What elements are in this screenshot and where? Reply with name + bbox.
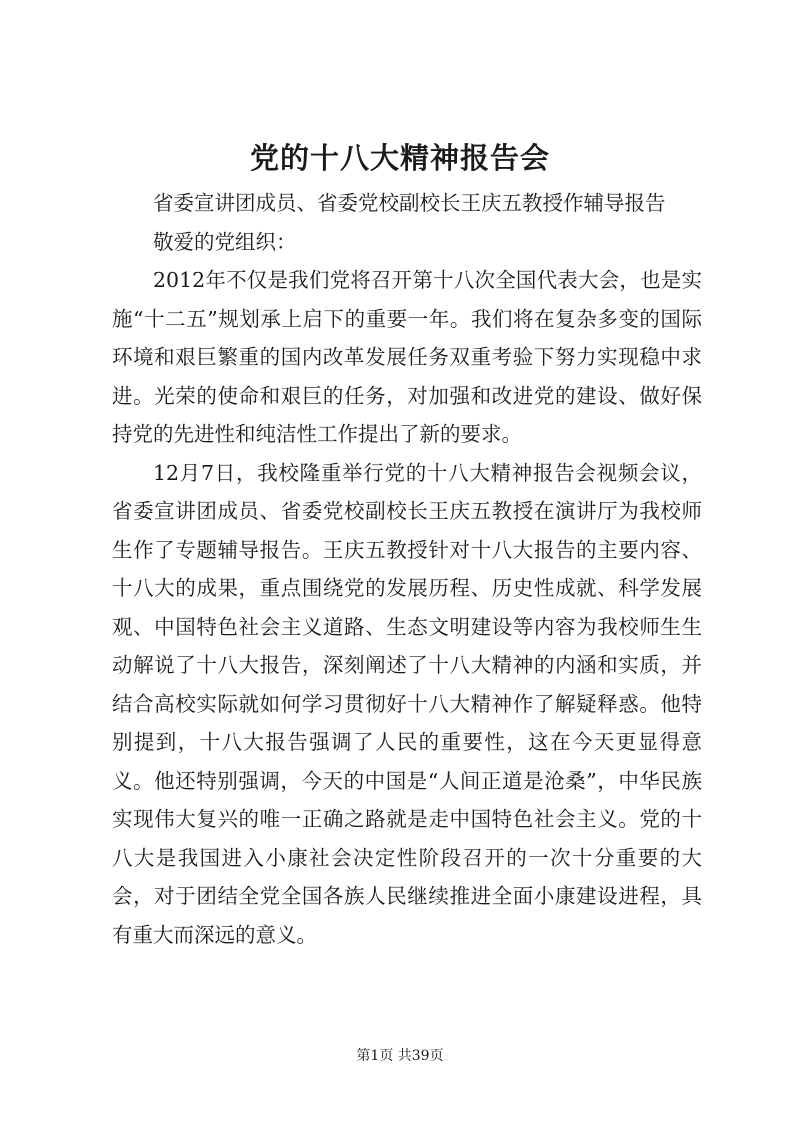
body-paragraph-1: 2012年不仅是我们党将召开第十八次全国代表大会，也是实施“十二五”规划承上启下的重要一年。我们将在复杂多变的国际环境和艰巨繁重的国内改革发展任务双重考验下努力实现稳中求进。光荣的使命和艰巨的任务，对加强和改进党的建设、做好保持党的先进性和纯洁性工作提出了新的要求。 — [112, 268, 702, 446]
subtitle-line: 省委宣讲团成员、省委党校副校长王庆五教授作辅导报告 — [153, 191, 666, 215]
body-paragraph-2: 12月7日，我校隆重举行党的十八大精神报告会视频会议，省委宣讲团成员、省委党校副校长王庆五教授在演讲厅为我校师生作了专题辅导报告。王庆五教授针对十八大报告的主要内容、十八大的成果，重点围绕党的发展历程、历史性成就、科学发展观、中国特色社会主义道路、生态文明建设等内容为我校师生生动解说了十八大报告，深刻阐述了十八大精神的内涵和实质，并结合高校实际就如何学习贯彻好十八大精神作了解疑释惑。他特别提到，十八大报告强调了人民的重要性，这在今天更显得意义。他还特别强调，今天的中国是“人间正道是沧桑”，中华民族实现伟大复兴的唯一正确之路就是走中国特色社会主义。党的十八大是我国进入小康社会决定性阶段召开的一次十分重要的大会，对于团结全党全国各族人民继续推进全面小康建设进程，具有重大而深远的意义。 — [112, 460, 702, 947]
document-body — [112, 184, 702, 954]
page-footer — [0, 1046, 800, 1066]
document-title: 党的十八大精神报告会 — [249, 141, 550, 175]
page-number-label: 第1页 共39页 — [356, 1048, 444, 1064]
salutation-line: 敬爱的党组织： — [153, 229, 297, 254]
